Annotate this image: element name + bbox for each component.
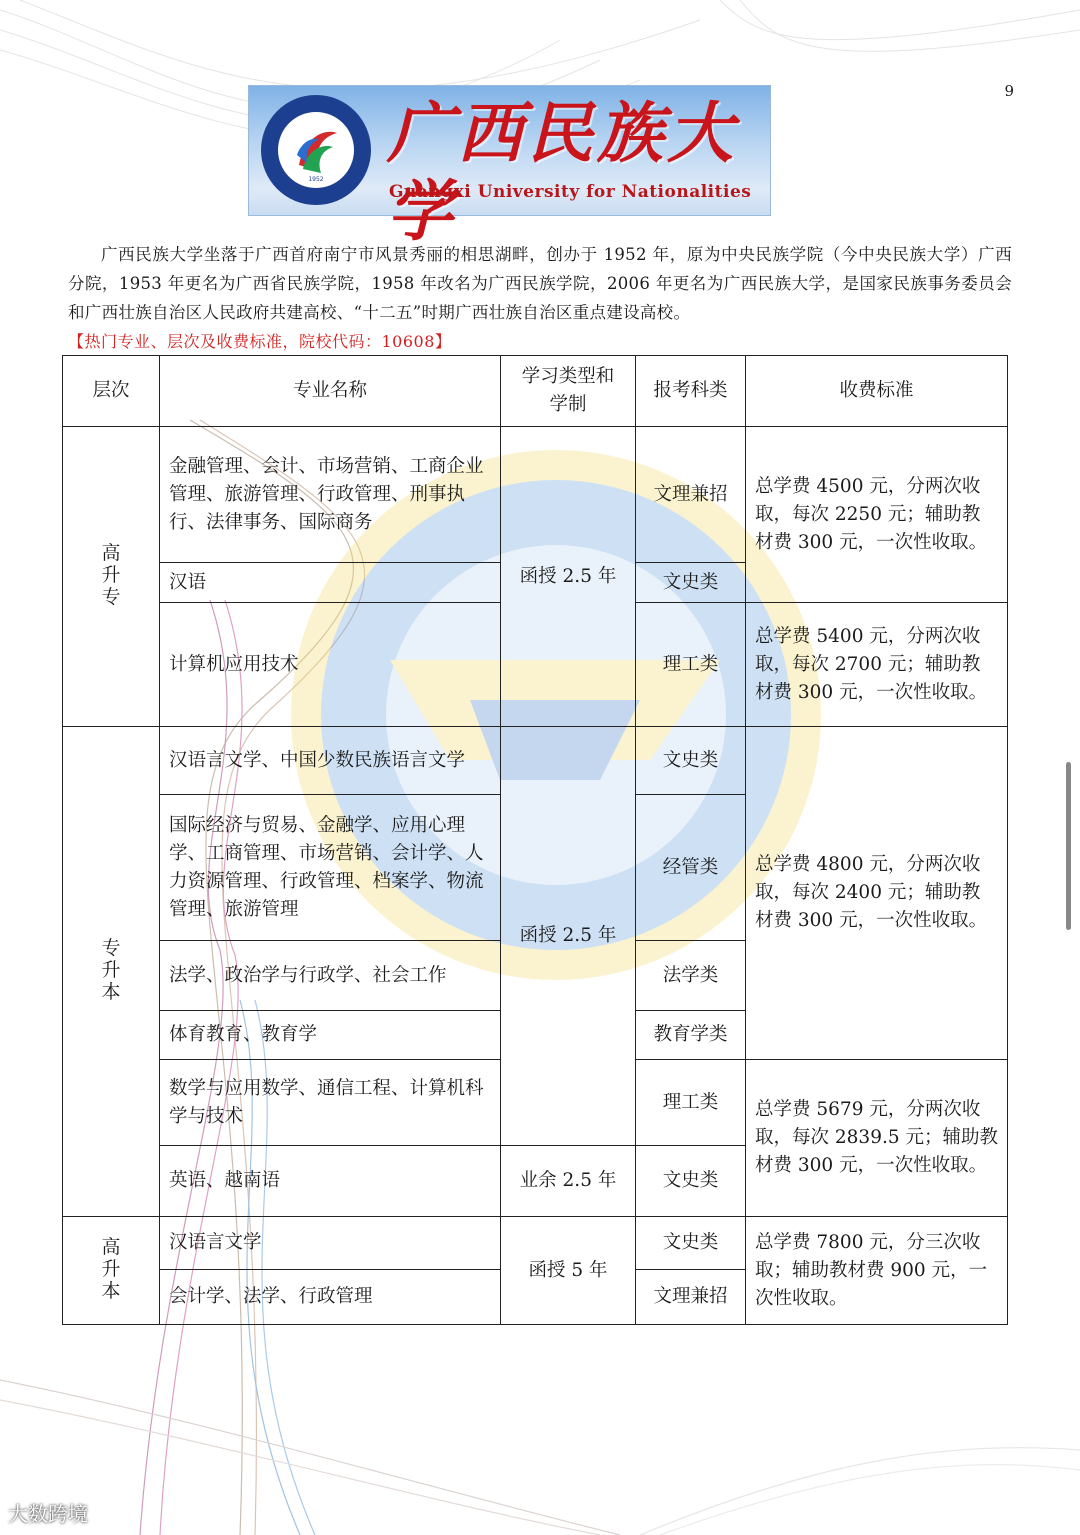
fee-cell: 总学费 4500 元，分两次收取，每次 2250 元；辅助教材费 300 元，一次性收取。	[746, 427, 1008, 603]
fee-table	[62, 355, 1008, 1325]
header-study-type: 学习类型和学制	[501, 356, 636, 427]
level-cell: 高升专	[63, 427, 160, 727]
major-cell: 会计学、法学、行政管理	[160, 1270, 501, 1325]
page-number: 9	[1004, 82, 1014, 100]
major-cell: 汉语言文学	[160, 1217, 501, 1270]
study-type-cell: 函授 2.5 年	[501, 727, 636, 1146]
study-type-cell: 函授 2.5 年	[501, 427, 636, 727]
level-cell: 专升本	[63, 727, 160, 1217]
category-cell: 文理兼招	[636, 1270, 746, 1325]
table-row	[63, 1217, 1008, 1270]
major-cell: 法学、政治学与行政学、社会工作	[160, 941, 501, 1011]
svg-text:1952: 1952	[308, 176, 324, 183]
university-banner	[249, 86, 770, 250]
header-major: 专业名称	[160, 356, 501, 427]
scrollbar[interactable]	[1066, 762, 1071, 930]
study-type-cell: 函授 5 年	[501, 1217, 636, 1325]
corner-watermark: 大数跨境	[8, 1502, 88, 1526]
header-category: 报考科类	[636, 356, 746, 427]
table-row	[63, 427, 1008, 563]
major-cell: 数学与应用数学、通信工程、计算机科学与技术	[160, 1060, 501, 1146]
major-cell: 体育教育、教育学	[160, 1011, 501, 1060]
major-cell: 国际经济与贸易、金融学、应用心理学、工商管理、市场营销、会计学、人力资源管理、行政管理、档案学、物流管理、旅游管理	[160, 795, 501, 941]
category-cell: 经管类	[636, 795, 746, 941]
fee-cell: 总学费 5679 元，分两次收取，每次 2839.5 元；辅助教材费 300 元，一次性收取。	[746, 1060, 1008, 1217]
section-heading: 【热门专业、层次及收费标准，院校代码：10608】	[68, 332, 452, 351]
major-cell: 英语、越南语	[160, 1146, 501, 1217]
university-name-cn: 广西民族大学	[387, 94, 737, 250]
intro-paragraph: 广西民族大学坐落于广西首府南宁市风景秀丽的相思湖畔，创办于 1952 年，原为中央民族学院（今中央民族大学）广西分院，1953 年更名为广西省民族学院，1958 年改名为广西民族学院，2006 年更名为广西民族大学，是国家民族事务委员会和广西壮族自治区人民政府共建高校、“十二五”时期广西壮族自治区重点建设高校。	[68, 245, 1012, 322]
category-cell: 文史类	[636, 1146, 746, 1217]
fee-cell: 总学费 4800 元，分两次收取，每次 2400 元；辅助教材费 300 元，一次性收取。	[746, 727, 1008, 1060]
header-fee: 收费标准	[746, 356, 1008, 427]
category-cell: 文理兼招	[636, 427, 746, 563]
table-header-row	[63, 356, 1008, 427]
fee-cell: 总学费 5400 元，分两次收取，每次 2700 元；辅助教材费 300 元，一次性收取。	[746, 603, 1008, 727]
fee-cell: 总学费 7800 元，分三次收取；辅助教材费 900 元，一次性收取。	[746, 1217, 1008, 1325]
table-row	[63, 727, 1008, 795]
study-type-cell: 业余 2.5 年	[501, 1146, 636, 1217]
category-cell: 理工类	[636, 603, 746, 727]
category-cell: 法学类	[636, 941, 746, 1011]
university-name-en: Guangxi University for Nationalities	[389, 182, 752, 202]
category-cell: 教育学类	[636, 1011, 746, 1060]
major-cell: 汉语	[160, 563, 501, 603]
major-cell: 计算机应用技术	[160, 603, 501, 727]
category-cell: 理工类	[636, 1060, 746, 1146]
category-cell: 文史类	[636, 1217, 746, 1270]
university-seal-logo	[259, 93, 373, 207]
major-cell: 金融管理、会计、市场营销、工商企业管理、旅游管理、行政管理、刑事执行、法律事务、国际商务	[160, 427, 501, 563]
major-cell: 汉语言文学、中国少数民族语言文学	[160, 727, 501, 795]
level-cell: 高升本	[63, 1217, 160, 1325]
category-cell: 文史类	[636, 563, 746, 603]
header-level: 层次	[63, 356, 160, 427]
category-cell: 文史类	[636, 727, 746, 795]
